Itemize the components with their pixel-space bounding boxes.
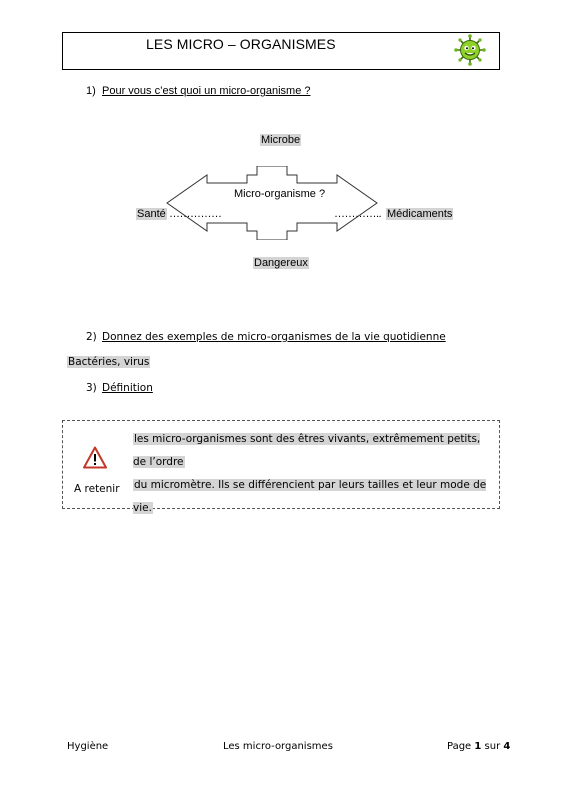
question-2-text: Donnez des exemples de micro-organismes de la vie quotidienne: [102, 331, 446, 343]
document-title: LES MICRO – ORGANISMES: [146, 36, 336, 52]
question-1-number: 1): [86, 85, 96, 97]
definition-line-1: les micro-organismes sont des êtres vivants, extrêmement petits, de l’ordre: [133, 433, 481, 468]
diagram-right-label: Médicaments: [387, 208, 453, 220]
warning-icon: [83, 446, 107, 469]
question-2-number: 2): [86, 331, 97, 343]
footer-page-current: 1: [474, 741, 482, 752]
footer-page: [447, 741, 510, 752]
footer-page-middle: sur: [481, 741, 504, 752]
diagram-bottom-label: Dangereux: [254, 257, 308, 269]
question-3-number: 3): [86, 382, 97, 394]
diagram-top-label: Microbe: [261, 134, 301, 146]
definition-line-2: du micromètre. Ils se différencient par leurs tailles et leur mode de vie.: [133, 479, 487, 514]
cross-arrow-shape: [160, 166, 400, 240]
diagram-center-label: Micro-organisme ?: [234, 188, 326, 200]
footer-page-total: 4: [503, 741, 511, 752]
diagram-left-dots: ……………: [169, 208, 222, 220]
footer-left: Hygiène: [67, 741, 109, 752]
footer-center: Les micro-organismes: [223, 741, 333, 752]
virus-icon: [454, 34, 486, 66]
question-3-text: Définition: [102, 382, 153, 394]
question-1: [86, 85, 386, 99]
footer-page-prefix: Page: [447, 741, 475, 752]
definition-text: [133, 428, 493, 520]
question-2: [86, 331, 446, 345]
question-1-text: Pour vous c’est quoi un micro-organisme ?: [102, 85, 311, 97]
diagram-right-dots: …………..: [334, 208, 382, 220]
question-3: [86, 382, 206, 396]
question-2-answer: Bactéries, virus: [68, 356, 150, 368]
diagram-left-label: Santé: [137, 208, 166, 220]
definition-caption: A retenir: [74, 483, 120, 495]
